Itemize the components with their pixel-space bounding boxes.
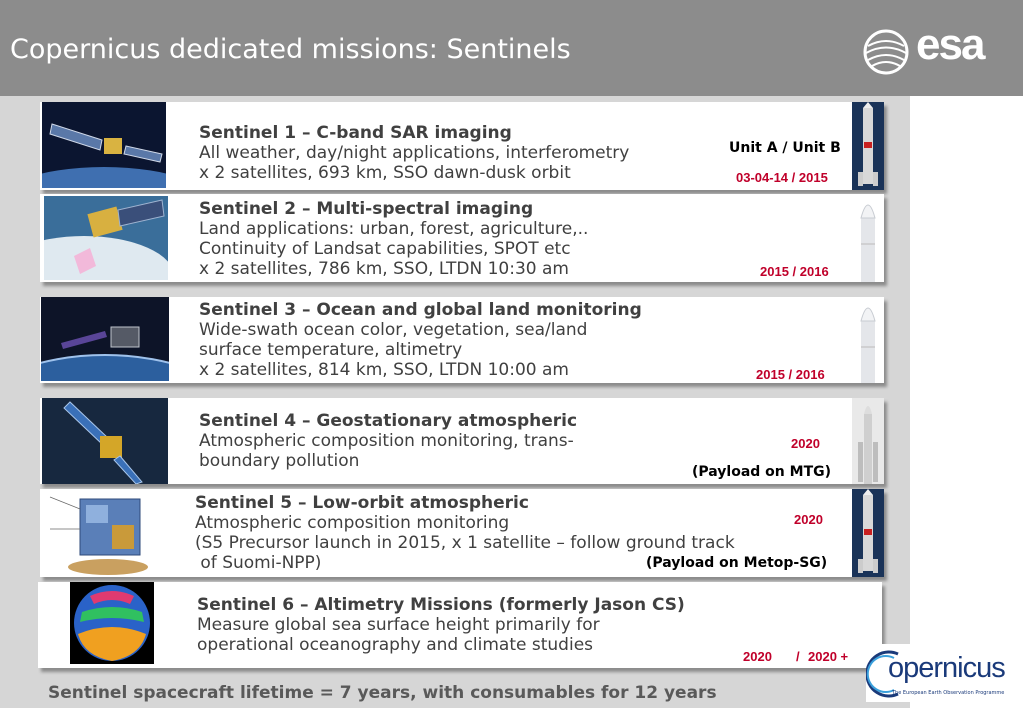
launch-date: 03-04-14 / 2015 xyxy=(736,170,828,185)
launch-date: 2015 / 2016 xyxy=(756,367,825,382)
sentinel-3-satellite-image xyxy=(41,297,169,381)
mission-line: Continuity of Landsat capabilities, SPOT etc xyxy=(199,239,571,259)
mission-line: x 2 satellites, 693 km, SSO dawn-dusk orbit xyxy=(199,163,571,183)
mission-text-sentinel-1 xyxy=(199,123,629,183)
launch-date: 2015 / 2016 xyxy=(760,264,829,279)
sentinel-2-satellite-image xyxy=(44,196,168,280)
esa-globe-icon xyxy=(862,26,914,78)
slide-title: Copernicus dedicated missions: Sentinels xyxy=(10,34,571,65)
slide-header xyxy=(0,0,1023,96)
mission-line: Wide-swath ocean color, vegetation, sea/land xyxy=(199,320,588,340)
mission-line: surface temperature, altimetry xyxy=(199,340,463,360)
mission-title: Sentinel 4 – Geostationary atmospheric xyxy=(199,411,578,431)
launch-date-b: 2020 + xyxy=(808,649,849,664)
sentinel-1-satellite-image xyxy=(42,102,166,188)
esa-logo xyxy=(862,20,1002,78)
mission-line: Measure global sea surface height primarily for xyxy=(197,615,600,635)
payload-note: (Payload on MTG) xyxy=(692,464,832,480)
payload-note: (Payload on Metop-SG) xyxy=(646,555,828,571)
launcher-image-4 xyxy=(852,398,884,484)
launch-date-a: 2020 xyxy=(743,649,772,664)
mission-line: x 2 satellites, 814 km, SSO, LTDN 10:00 am xyxy=(199,360,569,380)
mission-line: (S5 Precursor launch in 2015, x 1 satellite – follow ground track xyxy=(195,533,735,553)
units-label: Unit A / Unit B xyxy=(729,140,841,156)
mission-line: Atmospheric composition monitoring, trans- xyxy=(199,431,574,451)
esa-logo-text: esa xyxy=(916,20,984,69)
mission-text-sentinel-3 xyxy=(199,300,642,380)
mission-line: boundary pollution xyxy=(199,451,360,471)
copernicus-tagline: The European Earth Observation Programme xyxy=(892,690,1005,696)
copernicus-logo xyxy=(866,644,1020,702)
sentinel-4-satellite-image xyxy=(42,398,168,484)
mission-line: Land applications: urban, forest, agriculture,.. xyxy=(199,219,589,239)
launcher-image-1 xyxy=(852,102,884,190)
mission-line: Atmospheric composition monitoring xyxy=(195,513,510,533)
mission-title: Sentinel 5 – Low-orbit atmospheric xyxy=(195,493,529,513)
launch-date: 2020 xyxy=(794,512,823,527)
launcher-image-5 xyxy=(852,489,884,577)
lifetime-footer: Sentinel spacecraft lifetime = 7 years, with consumables for 12 years xyxy=(48,683,717,703)
launch-date: 2020 xyxy=(791,436,820,451)
mission-line: of Suomi-NPP) xyxy=(195,553,322,573)
launcher-image-2 xyxy=(852,194,884,282)
mission-line: All weather, day/night applications, interferometry xyxy=(199,143,630,163)
mission-title: Sentinel 6 – Altimetry Missions (formerly Jason CS) xyxy=(197,595,685,615)
mission-title: Sentinel 2 – Multi-spectral imaging xyxy=(199,199,534,219)
mission-line: operational oceanography and climate studies xyxy=(197,635,594,655)
copernicus-logo-text: opernicus xyxy=(888,652,1005,684)
sentinel-6-ocean-globe-image xyxy=(70,582,154,664)
sentinel-5-instrument-image xyxy=(46,489,182,577)
mission-line: x 2 satellites, 786 km, SSO, LTDN 10:30 am xyxy=(199,259,569,279)
mission-title: Sentinel 1 – C-band SAR imaging xyxy=(199,123,512,143)
mission-text-sentinel-6 xyxy=(197,595,685,655)
launch-date-separator: / xyxy=(796,649,800,664)
launcher-image-3 xyxy=(852,297,884,383)
mission-title: Sentinel 3 – Ocean and global land monitoring xyxy=(199,300,642,320)
mission-text-sentinel-2 xyxy=(199,199,588,279)
mission-text-sentinel-4 xyxy=(199,411,577,471)
